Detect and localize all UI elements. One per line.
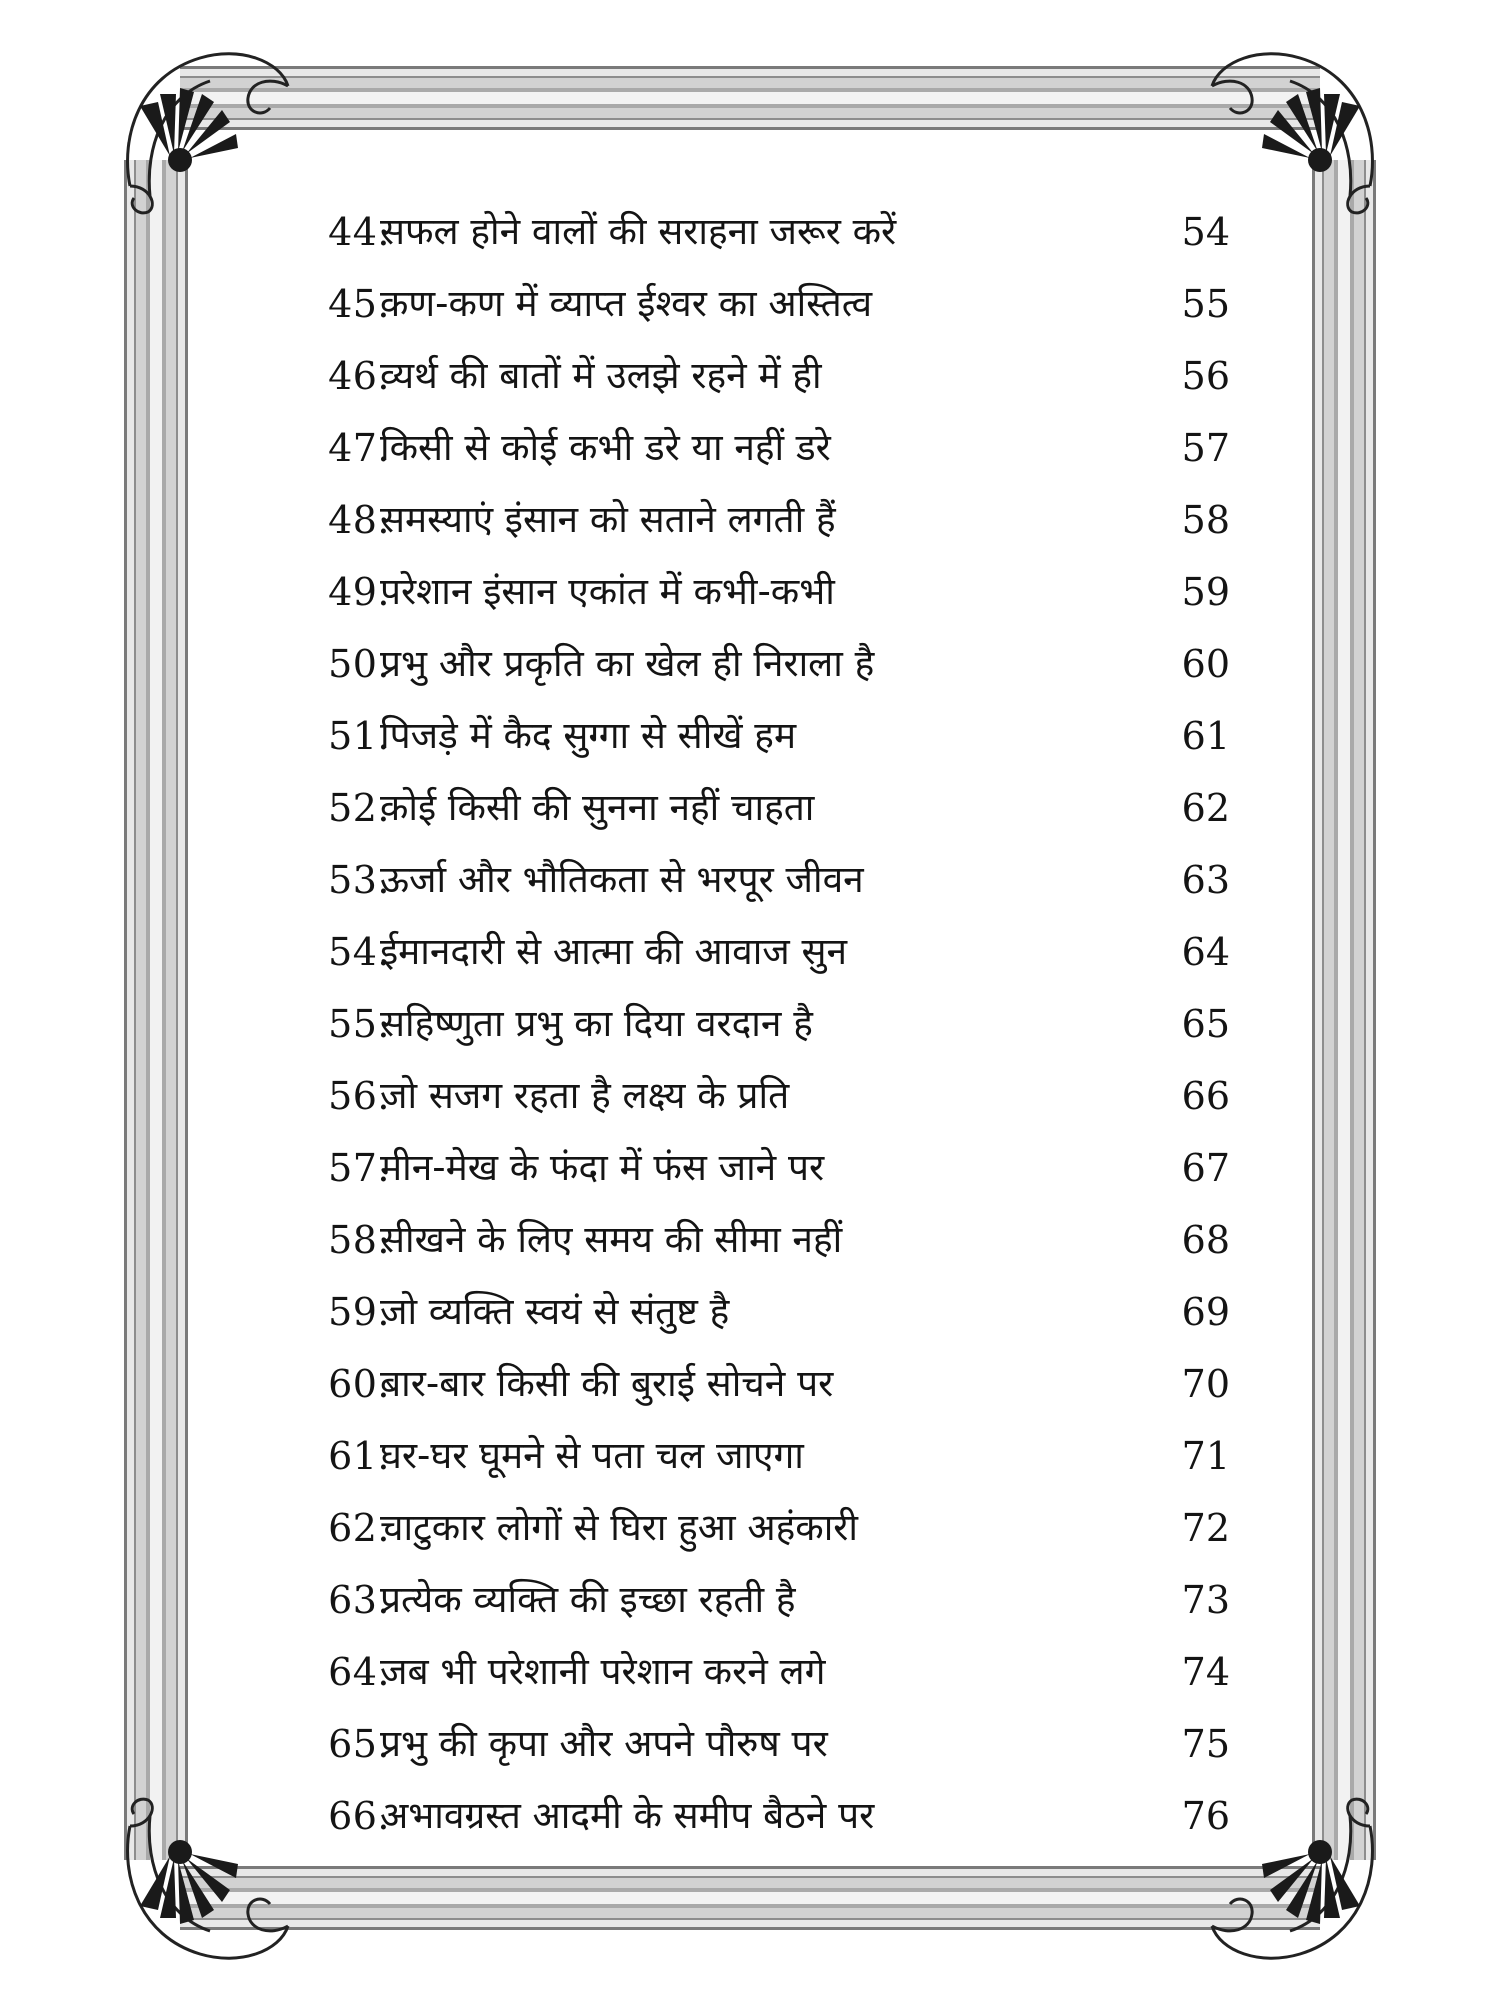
toc-entry bbox=[250, 556, 1250, 628]
toc-entry bbox=[250, 340, 1250, 412]
toc-entry bbox=[250, 772, 1250, 844]
toc-entry-number: 64. bbox=[328, 1650, 390, 1694]
toc-entry-number: 44. bbox=[328, 210, 390, 254]
toc-entry-page: 68 bbox=[1181, 1218, 1230, 1262]
toc-entry-page: 71 bbox=[1181, 1434, 1230, 1478]
toc-entry-title: किसी से कोई कभी डरे या नहीं डरे bbox=[380, 426, 831, 469]
toc-entry-title: परेशान इंसान एकांत में कभी-कभी bbox=[380, 570, 835, 613]
toc-entry-number: 50. bbox=[328, 642, 390, 686]
toc-entry bbox=[250, 916, 1250, 988]
toc-entry bbox=[250, 1708, 1250, 1780]
toc-entry-number: 51. bbox=[328, 714, 390, 758]
toc-entry-title: चाटुकार लोगों से घिरा हुआ अहंकारी bbox=[380, 1506, 859, 1549]
toc-entry bbox=[250, 484, 1250, 556]
frame-bottom-border bbox=[180, 1866, 1320, 1930]
corner-ornament-top-right bbox=[1200, 36, 1390, 216]
toc-entry-number: 61. bbox=[328, 1434, 390, 1478]
toc-entry-title: घर-घर घूमने से पता चल जाएगा bbox=[380, 1434, 804, 1477]
toc-entry bbox=[250, 412, 1250, 484]
toc-entry bbox=[250, 844, 1250, 916]
toc-entry-title: पिजड़े में कैद सुग्गा से सीखें हम bbox=[380, 714, 797, 757]
toc-entry bbox=[250, 1276, 1250, 1348]
toc-entry bbox=[250, 700, 1250, 772]
toc-entry-page: 62 bbox=[1181, 786, 1230, 830]
toc-entry-page: 76 bbox=[1181, 1794, 1230, 1838]
toc-entry-number: 55. bbox=[328, 1002, 390, 1046]
toc-entry-page: 57 bbox=[1181, 426, 1230, 470]
toc-entry-number: 56. bbox=[328, 1074, 390, 1118]
toc-entry-page: 61 bbox=[1181, 714, 1230, 758]
toc-entry bbox=[250, 1204, 1250, 1276]
toc-entry bbox=[250, 196, 1250, 268]
toc-entry bbox=[250, 1132, 1250, 1204]
toc-entry bbox=[250, 1060, 1250, 1132]
toc-entry-title: मीन-मेख के फंदा में फंस जाने पर bbox=[380, 1146, 825, 1189]
toc-entry-title: समस्याएं इंसान को सताने लगती हैं bbox=[380, 498, 836, 541]
toc-entry-number: 66. bbox=[328, 1794, 390, 1838]
toc-entry-page: 54 bbox=[1181, 210, 1230, 254]
toc-entry bbox=[250, 1564, 1250, 1636]
toc-entry-page: 64 bbox=[1181, 930, 1230, 974]
toc-entry-number: 65. bbox=[328, 1722, 390, 1766]
toc-entry bbox=[250, 1636, 1250, 1708]
toc-entry-title: ऊर्जा और भौतिकता से भरपूर जीवन bbox=[380, 858, 864, 901]
toc-entry-number: 45. bbox=[328, 282, 390, 326]
toc-entry-page: 72 bbox=[1181, 1506, 1230, 1550]
toc-entry-number: 52. bbox=[328, 786, 390, 830]
toc-entry-title: जब भी परेशानी परेशान करने लगे bbox=[380, 1650, 826, 1693]
toc-entry-number: 63. bbox=[328, 1578, 390, 1622]
toc-entry-title: प्रभु की कृपा और अपने पौरुष पर bbox=[380, 1722, 828, 1765]
toc-entry-title: प्रभु और प्रकृति का खेल ही निराला है bbox=[380, 642, 875, 685]
toc-entry-number: 48. bbox=[328, 498, 390, 542]
toc-entry-title: कण-कण में व्याप्त ईश्वर का अस्तित्व bbox=[380, 282, 873, 325]
toc-entry-page: 67 bbox=[1181, 1146, 1230, 1190]
toc-entry-page: 65 bbox=[1181, 1002, 1230, 1046]
toc-entry-number: 62. bbox=[328, 1506, 390, 1550]
toc-entry-number: 53. bbox=[328, 858, 390, 902]
toc-entry-number: 60. bbox=[328, 1362, 390, 1406]
toc-entry bbox=[250, 1492, 1250, 1564]
toc-entry-page: 59 bbox=[1181, 570, 1230, 614]
toc-entry-number: 58. bbox=[328, 1218, 390, 1262]
toc-entry-title: सहिष्णुता प्रभु का दिया वरदान है bbox=[380, 1002, 813, 1045]
toc-entry-page: 73 bbox=[1181, 1578, 1230, 1622]
toc-entry-title: अभावग्रस्त आदमी के समीप बैठने पर bbox=[380, 1794, 875, 1837]
toc-entry-page: 60 bbox=[1181, 642, 1230, 686]
toc-entry-title: व्यर्थ की बातों में उलझे रहने में ही bbox=[380, 354, 822, 397]
toc-entry-page: 55 bbox=[1181, 282, 1230, 326]
toc-entry-title: जो व्यक्ति स्वयं से संतुष्ट है bbox=[380, 1290, 730, 1333]
toc-entry bbox=[250, 1780, 1250, 1852]
toc-entry bbox=[250, 1420, 1250, 1492]
frame-right-border bbox=[1312, 160, 1376, 1860]
toc-entry-title: ईमानदारी से आत्मा की आवाज सुन bbox=[380, 930, 848, 973]
toc-entry-number: 54. bbox=[328, 930, 390, 974]
toc-entry-page: 56 bbox=[1181, 354, 1230, 398]
toc-entry-number: 49. bbox=[328, 570, 390, 614]
toc-entry-page: 58 bbox=[1181, 498, 1230, 542]
toc-entry-title: प्रत्येक व्यक्ति की इच्छा रहती है bbox=[380, 1578, 796, 1621]
toc-entry-title: सफल होने वालों की सराहना जरूर करें bbox=[380, 210, 897, 253]
toc-entry-page: 63 bbox=[1181, 858, 1230, 902]
toc-entry bbox=[250, 1348, 1250, 1420]
toc-entry-number: 59. bbox=[328, 1290, 390, 1334]
frame-top-border bbox=[180, 66, 1320, 130]
toc-entry-page: 74 bbox=[1181, 1650, 1230, 1694]
toc-entry bbox=[250, 268, 1250, 340]
toc-entry-page: 69 bbox=[1181, 1290, 1230, 1334]
toc-entry-number: 57. bbox=[328, 1146, 390, 1190]
toc-entry bbox=[250, 988, 1250, 1060]
corner-ornament-top-left bbox=[110, 36, 300, 216]
toc-entry-page: 75 bbox=[1181, 1722, 1230, 1766]
toc-entry-number: 47. bbox=[328, 426, 390, 470]
table-of-contents bbox=[250, 196, 1250, 1852]
toc-entry-title: कोई किसी की सुनना नहीं चाहता bbox=[380, 786, 815, 829]
toc-entry-title: जो सजग रहता है लक्ष्य के प्रति bbox=[380, 1074, 790, 1117]
toc-entry-title: सीखने के लिए समय की सीमा नहीं bbox=[380, 1218, 843, 1261]
toc-entry-number: 46. bbox=[328, 354, 390, 398]
frame-left-border bbox=[124, 160, 188, 1860]
toc-entry-page: 66 bbox=[1181, 1074, 1230, 1118]
toc-entry-title: बार-बार किसी की बुराई सोचने पर bbox=[380, 1362, 834, 1405]
toc-entry-page: 70 bbox=[1181, 1362, 1230, 1406]
toc-entry bbox=[250, 628, 1250, 700]
